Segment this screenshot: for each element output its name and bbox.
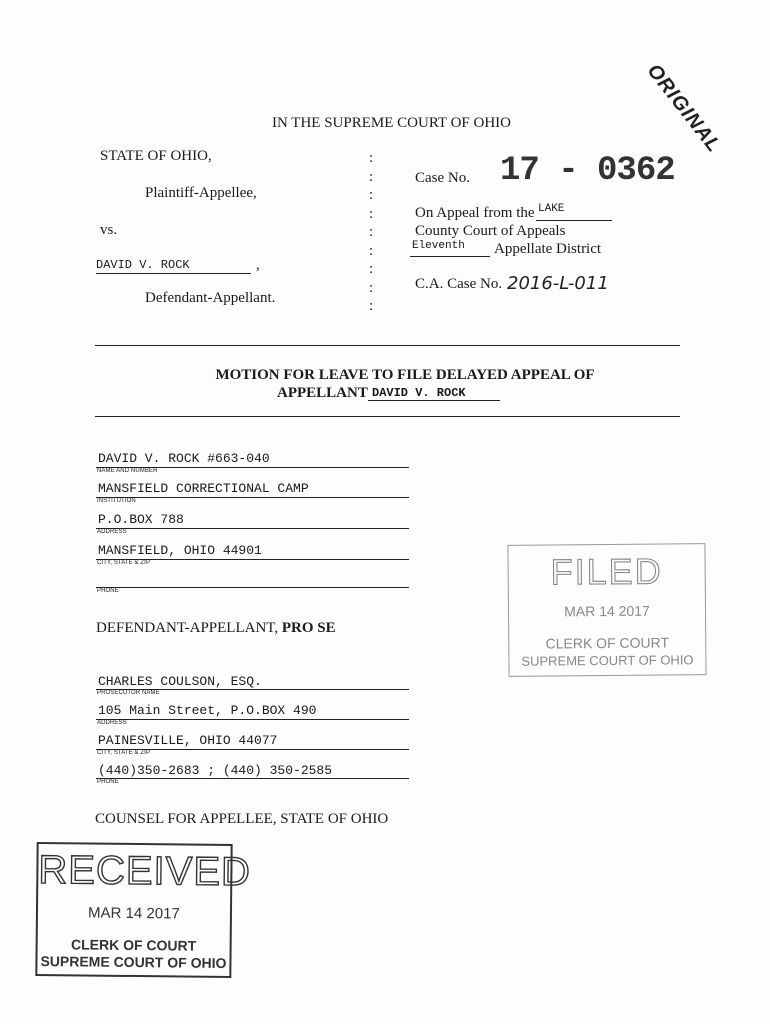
received-stamp [35, 842, 252, 978]
filed-stamp-line2: SUPREME COURT OF OHIO [521, 652, 694, 669]
pro-se-text: PRO SE [281, 620, 336, 636]
prosecutor-address-label: ADDRESS [97, 720, 127, 726]
defendant-role: Defendant-Appellant. [145, 290, 276, 306]
received-stamp-line2: SUPREME COURT OF OHIO [40, 953, 227, 971]
filed-stamp-line1: CLERK OF COURT [545, 634, 670, 652]
district-value: Eleventh [412, 240, 465, 252]
prosecutor-address-line [96, 719, 409, 720]
defendant-name-line [96, 273, 251, 274]
defendant-role-text: DEFENDANT-APPELLANT, [96, 620, 279, 636]
defendant-name: DAVID V. ROCK [96, 258, 190, 272]
prosecutor-phone-line [96, 778, 409, 779]
motion-title-prefix: APPELLANT [277, 385, 368, 401]
original-stamp-text: ORIGINAL [642, 60, 726, 157]
defendant-name-label: NAME AND NUMBER [97, 468, 158, 474]
defendant-address-line [96, 528, 409, 529]
defendant-institution-line [96, 497, 409, 498]
appeal-from-label: On Appeal from the [415, 205, 535, 221]
prosecutor-phone-label: PHONE [97, 779, 119, 785]
defendant-city: MANSFIELD, OHIO 44901 [98, 543, 262, 558]
defendant-phone-label: PHONE [97, 588, 119, 594]
prosecutor-city: PAINESVILLE, OHIO 44077 [98, 733, 278, 748]
motion-appellant-name: DAVID V. ROCK [372, 386, 466, 400]
defendant-institution: MANSFIELD CORRECTIONAL CAMP [98, 481, 309, 496]
defendant-address-label: ADDRESS [97, 529, 127, 535]
defendant-comma: , [256, 257, 260, 273]
prosecutor-city-label: CITY, STATE & ZIP [97, 750, 151, 756]
counsel-for-appellee: COUNSEL FOR APPELLEE, STATE OF OHIO [95, 811, 389, 827]
motion-appellant-line [368, 400, 500, 401]
plaintiff-role: Plaintiff-Appellee, [145, 185, 257, 201]
filed-stamp [507, 543, 706, 677]
prosecutor-phone: (440)350-2683 ; (440) 350-2585 [98, 763, 333, 778]
case-no-label: Case No. [415, 170, 470, 186]
prosecutor-address: 105 Main Street, P.O.BOX 490 [98, 703, 317, 718]
defendant-role-line [96, 620, 336, 637]
vs-text: vs. [100, 222, 118, 238]
ca-case-value: 2016-L-011 [507, 273, 609, 294]
prosecutor-name-label: PROSECUTOR NAME [97, 690, 160, 696]
top-divider [95, 345, 680, 346]
received-stamp-title: RECEIVED [38, 847, 252, 895]
county-court-label: County Court of Appeals [415, 223, 566, 239]
defendant-phone-line [96, 587, 409, 588]
prosecutor-name: CHARLES COULSON, ESQ. [98, 674, 262, 689]
received-stamp-date: MAR 14 2017 [88, 904, 180, 923]
filed-stamp-title: FILED [550, 550, 663, 593]
bottom-divider [95, 416, 680, 417]
received-stamp-line1: CLERK OF COURT [70, 936, 197, 954]
defendant-institution-label: INSTITUTION [97, 498, 136, 504]
plaintiff-name: STATE OF OHIO, [100, 148, 212, 164]
district-line [410, 256, 490, 257]
district-label: Appellate District [494, 241, 602, 257]
caption-colons: : : : : : : : : : [369, 150, 374, 314]
ca-case-label: C.A. Case No. [415, 276, 503, 292]
defendant-city-label: CITY, STATE & ZIP [97, 560, 151, 566]
case-no-value: 17 - 0362 [500, 152, 675, 190]
county-value: LAKE [538, 203, 565, 215]
defendant-address: P.O.BOX 788 [98, 512, 184, 527]
original-stamp [642, 60, 725, 158]
county-line [536, 220, 612, 221]
defendant-name-number: DAVID V. ROCK #663-040 [98, 451, 270, 466]
court-heading: IN THE SUPREME COURT OF OHIO [272, 115, 511, 131]
motion-title-line1: MOTION FOR LEAVE TO FILE DELAYED APPEAL OF [215, 367, 595, 383]
filed-stamp-date: MAR 14 2017 [564, 602, 650, 620]
